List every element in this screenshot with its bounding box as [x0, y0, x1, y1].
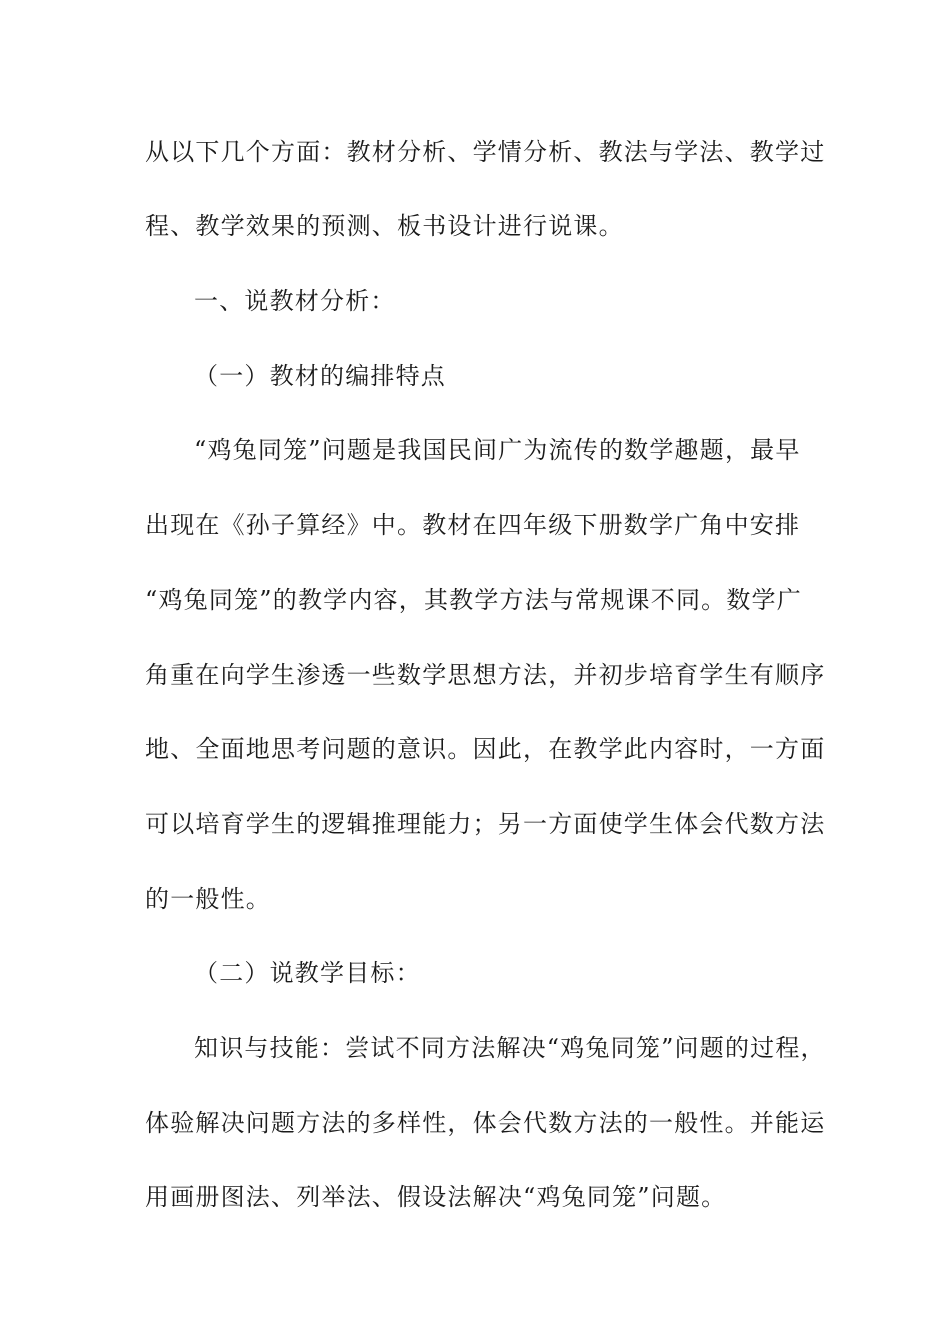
- paragraph-line: 的一般性。: [145, 885, 271, 913]
- subsection-heading: （二）说教学目标：: [194, 959, 421, 987]
- subsection-heading: （一）教材的编排特点: [194, 362, 446, 390]
- paragraph-line: 从以下几个方面：教材分析、学情分析、教法与学法、教学过: [145, 138, 826, 166]
- paragraph-line: 地、全面地思考问题的意识。因此，在教学此内容时，一方面: [145, 735, 826, 763]
- section-heading: 一、说教材分析：: [194, 287, 396, 315]
- paragraph-line: “鸡兔同笼”问题是我国民间广为流传的数学趣题，最早: [194, 436, 801, 464]
- paragraph-line: 用画册图法、列举法、假设法解决“鸡兔同笼”问题。: [145, 1183, 727, 1211]
- paragraph-line: 程、教学效果的预测、板书设计进行说课。: [145, 212, 624, 240]
- paragraph-line: “鸡兔同笼”的教学内容，其教学方法与常规课不同。数学广: [145, 586, 802, 614]
- paragraph-line: 出现在《孙子算经》中。教材在四年级下册数学广角中安排: [145, 511, 801, 539]
- paragraph-line: 可以培育学生的逻辑推理能力；另一方面使学生体会代数方法: [145, 810, 826, 838]
- paragraph-line: 知识与技能：尝试不同方法解决“鸡兔同笼”问题的过程，: [194, 1034, 826, 1062]
- paragraph-line: 体验解决问题方法的多样性，体会代数方法的一般性。并能运: [145, 1109, 826, 1137]
- paragraph-line: 角重在向学生渗透一些数学思想方法，并初步培育学生有顺序: [145, 661, 826, 689]
